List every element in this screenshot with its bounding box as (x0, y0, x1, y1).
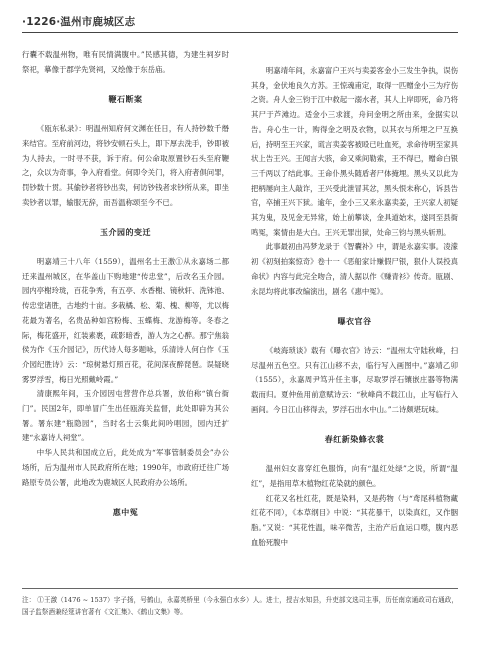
right-column (251, 48, 458, 550)
section-heading-yujieyuan: 玉介园的变迁 (100, 228, 151, 238)
page-header (22, 14, 458, 34)
left-column (22, 48, 229, 535)
paragraph-yujieyuan-2: 清康熙年间，玉介园因屯营营作总兵署，放伯称“镇台衙门”。民国2年，即单冒广生出任瓯海关监督，此处即辟为其公署。署东建“瓶隐园”，当时名士云集此间吟唱园，园内迁扩建“永嘉诗人祠堂”。 (22, 389, 229, 443)
running-title: ·1226·温州市鹿城区志 (22, 16, 136, 28)
section-heading-huizhongyuan: 惠中冤 (112, 508, 139, 518)
paragraph-chunhong-1: 温州妇女喜穿红色服饰，向有“温红处绿”之说，所谓“温红”，是指用草木植物红花染就的颜色。 (251, 464, 458, 488)
intro-paragraph: 行囊不载温州物，唯有民情满腹中。”民感其德，为建生祠岁时祭祀，摹像于郡学先贤祠，又绘像于东岳庙。 (22, 50, 229, 74)
footnote (22, 594, 458, 618)
paragraph-yujieyuan-3: 中华人民共和国成立后，此处成为“军事管制委员会”办公场所，后为温州市人民政府所在地；1990年，市政府迁往广场路原专员公署，此地改为鹿城区人民政府办公场所。 (22, 448, 229, 487)
footnote-rule (22, 588, 458, 589)
section-heading-chunhong: 春红新染蜂衣裳 (324, 435, 385, 445)
section-heading-puyiguangu: 曝衣官谷 (337, 317, 372, 327)
paragraph-huizhongyuan-1: 明嘉靖年间，永嘉富户王兴与卖姜客金小三发生争执，误伤其身，金伏地良久方苏。王惊魂甫定，取得一匹赠金小三为疗伤之资。舟人金三钧于江中救起一溺水者，其人上岸即死，命乃将其尸于芦滩边。适金小三求渡，舟问金明之所由来，金据实以告。舟心生一计，购得金之明及衣物，以其衣与所埋之尸互换后，持明至王兴家，谎言卖姜客被殴已吐血死，求命待明至家具状上告王兴。王闻言大骇，命又乘间勒索，王不得已，赠命白银三千两以了结此事。王命仆黑头随盾者尸体掩埋。黑头又以此为把柄屡向主人敲诈，王兴受此泄冒其忿，黑头恨未称心，诉县告官，卒捕王兴下狱。逾年，金小三又来永嘉卖姜，王兴家人初疑其为鬼，及见金无异常，始上前攀谈，金具道始末，遂同至县衙鸣冤，案情由是大白。王兴无罪出狱，处命三钧与黑头斩刑。 (251, 66, 458, 237)
paragraph-huizhongyuan-2: 此事最初由冯梦龙录于《智囊补》中，谓是永嘉实事。凌濛初《初刻拍案惊奇》卷十一《恶船家计赚假尸银，狠仆人误投真命状》内容与此完全吻合，清人据以作《赚青衫》传奇。瓯剧、永昆均将此事改编演出，剧名《惠中冤》。 (251, 242, 458, 296)
paragraph-yujieyuan-1: 明嘉靖三十八年（1559），温州名士王激①从永嘉场二都迁来温州城区，在华盖山下购地建“传忠堂”，后改名玉介园。园内亭榭玲珑，百花争秀，有五亭、水香榭、镜秋轩、洗钵池、传忠堂诸胜，古地约十亩。多栽橘、松、菊、槐、柳等，尤以梅花最为著名，名贵品种如宫粉梅、玉蝶梅、龙游梅等。冬春之际，梅花盛开，红装素裹，疏影暗香，游人为之心醉。那宁焦翁侯为作《玉介园记》，历代诗人每多题咏，乐清诗人何白作《玉介园纪胜诗》云：“琼树悬灯照百花，花间深夜醉琵琶。误疑晓雾罗浮雪，梅日光照戴岭霞。” (22, 257, 229, 384)
section-heading-bianshi: 鞭石断案 (108, 95, 143, 105)
header-rule (22, 32, 458, 33)
paragraph-chunhong-2: 红花又名杜红花，既是染料，又是药物（与“鸢尾科植物藏红花不同），《本草纲目》中说：“其花暴干，以染真红，又作胭脂。”又说：“其花性温，味辛微苦，主治产后血运口噤，腹内恶血胎死腹中 (251, 493, 458, 547)
footnote-text: ①王激（1476 ~ 1537）字子扬，号鹤山，永嘉英桥里（今永强白水乡）人。进士，授吉水知县，升吏部文选司主事，历任南京通政司右通政，国子监祭酒兼经筵讲官著有《文汇集》、《鹤山文集》等。 (22, 596, 459, 616)
footnote-marker: 注： (22, 596, 36, 604)
paragraph-puyiguangu-1: 《岐海琐谈》载有《曝衣官》诗云：“温州太守陆秋峰，扫尽温州五色空。只有江山移不去，临行写入画图中。”嘉靖乙卯（1555），永嘉周尹笃升任主事，尽取罗浮石镶嵌庄器等物满载而归。夏仲鱼用前意赋诗云：“秋峰尚不载江山，止写临行入画间。今日江山移得去，罗浮石出水中山。”二诗颇堪玩味。 (251, 345, 458, 414)
paragraph-bianshi-1: 《瓯东私录》：明温州知府何文渊在任日，有人持钞数千缗来结官。至府前河边，将钞安顿石头上，即下厚去洗手，钞即被为人持去，一时寻不获，诉于府。何公命取原置钞石头至府鞭之，众以为奇事，争入府看堂。何即令关门，将入府者俱问罪，罚钞数十贯。其偷钞者将钞出卖，何访钞钱者求钞所从来，即坐卖钞者以罪，输服无辞，而吾温称颂至今不已。 (22, 124, 229, 207)
